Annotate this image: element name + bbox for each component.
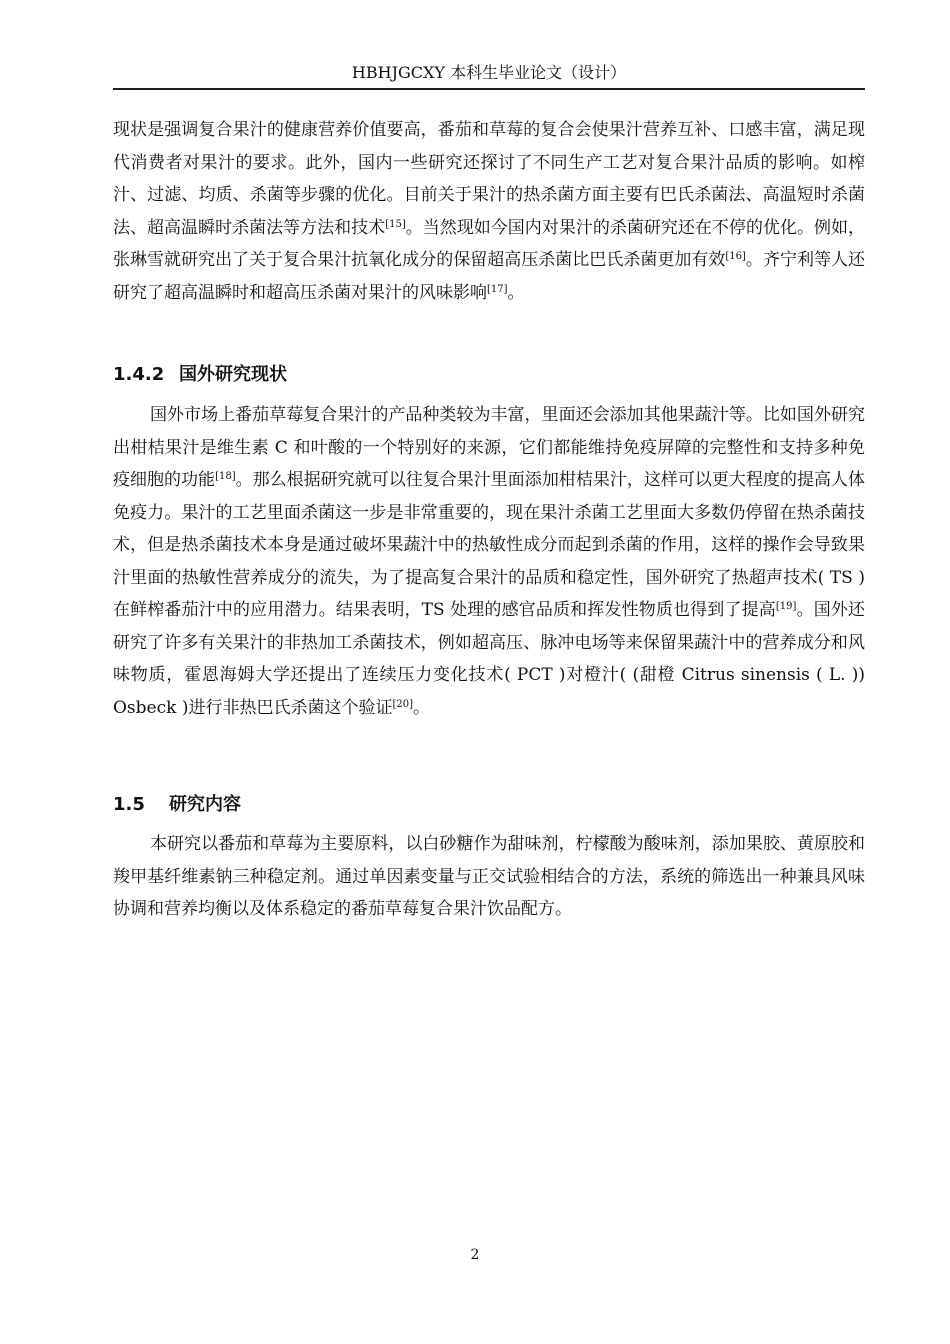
citation-19: [19]	[775, 601, 797, 612]
paragraph-text: 国外市场上番茄草莓复合果汁的产品种类较为丰富，里面还会添加其他果蔬汁等。比如国外研究出柑桔果汁是维生素 C 和叶酸的一个特别好的来源，它们都能维持免疫屏障的完整性和支持多种免疫细胞的功能	[113, 405, 865, 490]
citation-20: [20]	[392, 698, 413, 710]
section-heading-1-4-2	[113, 362, 287, 388]
header-divider	[113, 88, 865, 90]
paragraph-research-content: 本研究以番茄和草莓为主要原料，以白砂糖作为甜味剂，柠檬酸为酸味剂，添加果胶、黄原胶和羧甲基纤维素钠三种稳定剂。通过单因素变量与正交试验相结合的方法，系统的筛选出一种兼具风味协调和营养均衡以及体系稳定的番茄草莓复合果汁饮品配方。	[113, 834, 865, 919]
paragraph-text: 。国外还研究了许多有关果汁的非热加工杀菌技术，例如超高压、脉冲电场等来保留果蔬汁中的营养成分和风味物质，霍恩海姆大学还提出了连续压力变化技术( PCT )对橙汁( (甜橙 Citrus sinensis ( L. )) Osbeck )进行非热巴氏杀菌这个验证	[113, 600, 866, 718]
citation-16: [16]	[725, 251, 746, 262]
citation-17: [17]	[487, 283, 508, 295]
paragraph-text: 。那么根据研究就可以往复合果汁里面添加柑桔果汁，这样可以更大程度的提高人体免疫力。果汁的工艺里面杀菌这一步是非常重要的，现在果汁杀菌工艺里面大多数仍停留在热杀菌技术，但是热杀菌技术本身是通过破坏果蔬汁中的热敏性成分而起到杀菌的作用，这样的操作会导致果汁里面的热敏性营养成分的流失，为了提高复合果汁的品质和稳定性，国外研究了热超声技术( TS )在鲜榨番茄汁中的应用潜力。结果表明，TS 处理的感官品质和挥发性物质也得到了提高	[113, 470, 866, 620]
section-title: 研究内容	[169, 794, 241, 815]
paragraph-text: 。	[413, 697, 430, 718]
citation-15: [15]	[385, 218, 406, 230]
paragraph-text: 现状是强调复合果汁的健康营养价值要高，番茄和草莓的复合会使果汁营养互补、口感丰富，满足现代消费者对果汁的要求。此外，国内一些研究还探讨了不同生产工艺对复合果汁品质的影响。如榨汁、过滤、均质、杀菌等步骤的优化。目前关于果汁的热杀菌方面主要有巴氏杀菌法、高温短时杀菌法、超高温瞬时杀菌法等方法和技术	[113, 120, 865, 238]
section-heading-1-5	[113, 792, 241, 818]
paragraph-text: 。当然现如今国内对果汁的杀菌研究还在不停的优化。例如，张琳雪就研究出了关于复合果汁抗氧化成分的保留超高压杀菌比巴氏杀菌更加有效	[113, 217, 866, 270]
citation-18: [18]	[215, 471, 236, 482]
page-number: 2	[470, 1247, 480, 1263]
paragraph-domestic-research	[113, 114, 865, 309]
paragraph-text: 。	[507, 282, 525, 303]
paragraph-text: 。齐宁利等人还研究了超高温瞬时和超高压杀菌对果汁的风味影响	[113, 250, 865, 303]
running-header: HBHJGCXY 本科生毕业论文（设计）	[351, 63, 627, 82]
paragraph-foreign-research	[113, 399, 865, 724]
section-number: 1.5	[113, 794, 145, 815]
section-title: 国外研究现状	[179, 364, 287, 385]
section-number: 1.4.2	[113, 364, 165, 385]
